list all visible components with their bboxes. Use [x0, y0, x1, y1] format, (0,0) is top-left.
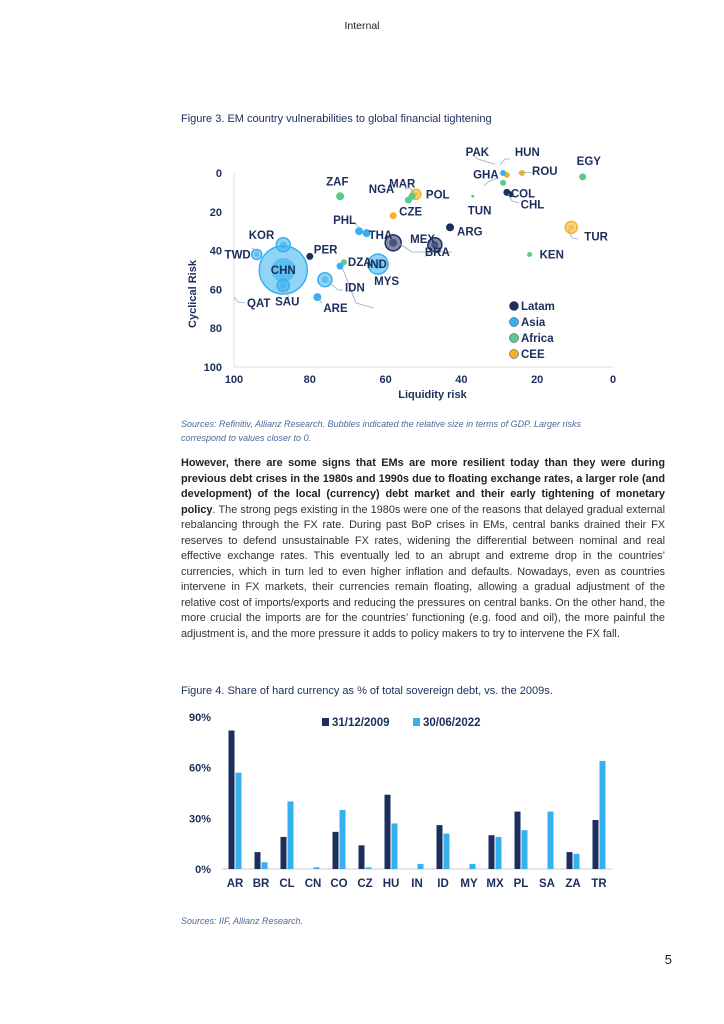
bar-co-2009 — [333, 832, 339, 869]
figure3-source-line2: correspond to values closer to 0. — [181, 433, 312, 443]
bubble-dza — [341, 259, 347, 265]
bubble-core-tur — [568, 224, 574, 230]
category-label: CZ — [357, 878, 373, 890]
legend-swatch-asia — [510, 318, 519, 327]
x-tick-label: 80 — [303, 374, 316, 386]
bubble-core-kor — [280, 241, 287, 248]
bar-za-2009 — [567, 852, 573, 869]
point-label-phl: PHL — [333, 215, 357, 228]
bar-id-2009 — [437, 825, 443, 869]
bubble-pak — [500, 170, 506, 176]
bar-hu-2022 — [392, 823, 398, 869]
y-tick-label: 40 — [209, 245, 222, 258]
point-label-mex: MEX — [410, 233, 436, 246]
bubble-arg — [446, 223, 454, 231]
page-number: 5 — [664, 952, 672, 967]
bar-pl-2022 — [522, 830, 528, 869]
y-tick-label: 80 — [209, 323, 222, 336]
bar-co-2022 — [340, 810, 346, 869]
bar-ar-2009 — [229, 731, 235, 869]
bubble-core-twd — [254, 252, 259, 257]
figure3-source — [181, 417, 581, 445]
x-tick-label: 60 — [379, 374, 392, 386]
y-tick-label: 100 — [203, 362, 222, 374]
bar-in-2022 — [418, 864, 424, 869]
bubble-zaf — [336, 192, 344, 200]
figure3-title: Figure 3. EM country vulnerabilities to global financial tightening — [181, 113, 492, 125]
category-label: CL — [279, 878, 295, 890]
legend-label-asia: Asia — [521, 317, 546, 329]
body-paragraph — [181, 456, 665, 642]
category-label: MY — [460, 878, 478, 890]
point-label-mar: MAR — [389, 178, 416, 191]
leader-line-qat — [234, 297, 245, 303]
bubble-core-idn — [321, 276, 328, 283]
point-label-twd: TWD — [224, 249, 251, 262]
bar-tr-2009 — [593, 820, 599, 869]
y-tick-label: 30% — [188, 813, 211, 826]
point-label-nga: NGA — [368, 184, 395, 197]
category-label: PL — [513, 878, 529, 890]
point-label-chl: CHL — [520, 199, 545, 212]
page-header: Internal — [344, 20, 380, 32]
x-axis-label: Liquidity risk — [398, 389, 467, 401]
point-label-pak: PAK — [465, 147, 490, 159]
x-tick-label: 0 — [609, 374, 617, 386]
point-label-ken: KEN — [539, 249, 564, 262]
point-label-cze: CZE — [399, 206, 423, 219]
point-label-chn: CHN — [270, 265, 296, 277]
point-label-zaf: ZAF — [326, 176, 349, 189]
bar-my-2022 — [470, 864, 476, 869]
bar-hu-2009 — [385, 795, 391, 869]
bar-cz-2009 — [359, 845, 365, 869]
bar-sa-2022 — [548, 812, 554, 869]
y-tick-label: 60 — [209, 284, 222, 297]
legend-label-cee: CEE — [521, 349, 545, 361]
category-label: ZA — [565, 878, 581, 890]
point-label-ind: IND — [367, 259, 387, 272]
bar-pl-2009 — [515, 812, 521, 869]
bar-mx-2022 — [496, 837, 502, 869]
point-label-qat: QAT — [247, 298, 271, 311]
bubble-tun — [471, 195, 474, 198]
point-label-mys: MYS — [374, 276, 400, 289]
point-label-sau: SAU — [275, 296, 300, 309]
category-label: AR — [226, 878, 244, 890]
bar-id-2022 — [444, 834, 450, 869]
point-label-col: COL — [510, 188, 536, 201]
legend-label-latam: Latam — [521, 301, 555, 313]
bar-za-2022 — [574, 854, 580, 869]
y-axis-label: Cyclical Risk — [187, 260, 199, 328]
figure4-source: Sources: IIF, Allianz Research. — [181, 916, 304, 926]
point-label-tha: THA — [368, 230, 393, 243]
bar-br-2022 — [262, 862, 268, 869]
point-label-idn: IDN — [344, 282, 365, 295]
y-tick-label: 0 — [215, 168, 222, 180]
point-label-kor: KOR — [248, 229, 275, 242]
bar-mx-2009 — [489, 835, 495, 869]
category-label: CN — [304, 878, 322, 890]
point-label-hun: HUN — [514, 146, 540, 159]
bar-tr-2022 — [600, 761, 606, 869]
y-tick-label: 90% — [188, 712, 211, 724]
point-label-gha: GHA — [473, 169, 499, 182]
bar-cl-2009 — [281, 837, 287, 869]
point-label-dza: DZA — [347, 257, 372, 270]
bubble-are — [313, 293, 321, 301]
point-label-rou: ROU — [532, 166, 558, 178]
category-label: MX — [486, 878, 504, 890]
leader-line-rou — [518, 172, 533, 173]
legend-swatch-cee — [510, 350, 519, 359]
point-label-bra: BRA — [424, 246, 450, 259]
figure4-title: Figure 4. Share of hard currency as % of total sovereign debt, vs. the 2009s. — [181, 685, 553, 697]
bubble-gha — [500, 180, 506, 186]
body-rest: . The strong pegs existing in the 1980s were one of the reasons that delayed gradual external rebalancing through the FX rate. During past BoP crises in EMs, central banks drained their FX reserves to defend unsustainable FX rates, widening the differential between nominal and real effective exchange rates. This eventually led to an abrupt and extreme drop in the countries’ currencies, which in turn led to even higher inflation and defaults. Nowadays, even as countries intervene in FX markets, their currencies remain floating, allowing a gradual adjustment of the relative cost of imports/exports and reducing the pressures on central banks. On the other hand, the more crucial the imports are for the countries’ functioning (e.g. food and oil), the more painful the adjustment is, and the more pressure it adds to policy makers to try to intervene the FX fall. — [181, 503, 665, 640]
point-label-pol: POL — [425, 189, 450, 202]
bar-chart — [0, 705, 724, 905]
legend-swatch-2009 — [322, 718, 329, 726]
bar-cl-2022 — [288, 801, 294, 869]
y-tick-label: 20 — [209, 206, 222, 219]
bubble-phl — [355, 227, 363, 235]
x-tick-label: 40 — [455, 374, 468, 386]
leader-line-hun — [500, 159, 510, 165]
bar-cn-2022 — [314, 867, 320, 869]
point-label-arg: ARG — [457, 226, 483, 239]
bubble-mar — [409, 193, 416, 200]
category-label: CO — [330, 878, 348, 890]
bar-br-2009 — [255, 852, 261, 869]
category-label: TR — [591, 878, 607, 890]
legend-label-africa: Africa — [521, 333, 554, 345]
bar-ar-2022 — [236, 773, 242, 869]
point-label-tur: TUR — [584, 231, 608, 244]
y-tick-label: 60% — [188, 762, 211, 775]
bubble-ken — [527, 252, 532, 257]
bar-cz-2022 — [366, 867, 372, 869]
x-tick-label: 20 — [531, 374, 544, 386]
category-label: ID — [437, 878, 449, 890]
legend-swatch-africa — [510, 334, 519, 343]
body-bold: However, there are some signs that EMs are more resilient today than they were during previous debt crises in the 1980s and 1990s due to floating exchange rates, a larger role (and development) of the local (currency) debt market and their early tightening of monetary policy — [181, 457, 665, 516]
point-label-egy: EGY — [576, 155, 601, 168]
category-label: BR — [252, 878, 270, 890]
bubble-per — [306, 253, 313, 260]
legend-label-2022: 30/06/2022 — [423, 717, 481, 729]
category-label: SA — [539, 878, 555, 890]
point-label-tun: TUN — [467, 205, 492, 218]
bubble-egy — [579, 173, 586, 180]
legend-swatch-2022 — [413, 718, 420, 726]
point-label-per: PER — [313, 244, 338, 257]
category-label: HU — [382, 878, 400, 890]
bubble-cze — [390, 212, 397, 219]
bubble-core-sau — [280, 283, 286, 289]
figure3-source-line1: Sources: Refinitiv, Allianz Research. Bubbles indicated the relative size in terms of GDP. Larger risks — [181, 419, 582, 429]
point-label-are: ARE — [323, 303, 348, 316]
x-tick-label: 100 — [224, 374, 244, 386]
category-label: IN — [411, 878, 423, 890]
legend-label-2009: 31/12/2009 — [332, 717, 390, 729]
y-tick-label: 0% — [195, 864, 211, 876]
legend-swatch-latam — [510, 302, 519, 311]
